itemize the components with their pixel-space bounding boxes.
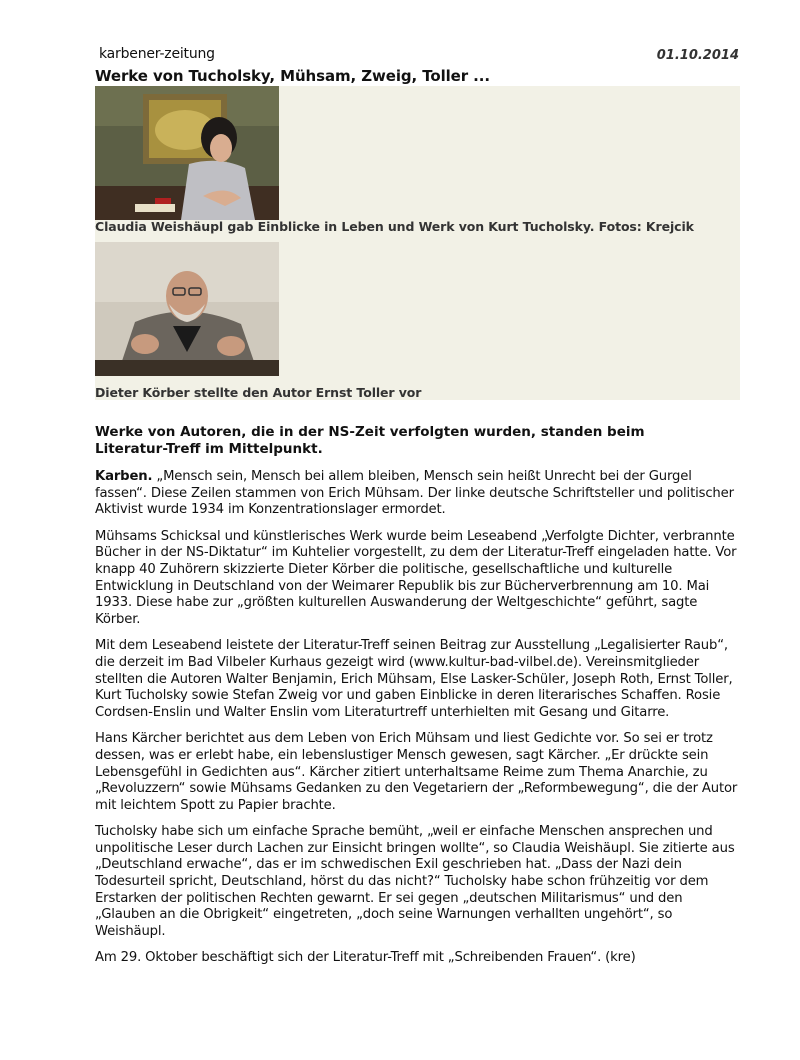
photo-weishaeupl [95, 86, 279, 220]
newspaper-name: karbener-zeitung [99, 46, 215, 62]
article-paragraph: Mühsams Schicksal und künstlerisches Werk wurde beim Leseabend „Verfolgte Dichter, verbrannte Bücher in der NS-Diktatur“ im Kuhtelier vorgestellt, zu dem der Literatur-Treff eingeladen hatte. Vor knapp 40 Zuhörern skizzierte Dieter Körber die politische, gesellschaftliche und kulturelle Entwicklung in Deutschland von der Weimarer Republik bis zur Bücherverbrennung am 10. Mai 1933. Diese habe zur „größten kulturellen Auswanderung der Weltgeschichte“ geführt, sagte Körber. [95, 528, 737, 627]
article-paragraph: Tucholsky habe sich um einfache Sprache bemüht, „weil er einfache Menschen ansprechen und unpolitische Leser durch Lachen zur Einsicht bringen wollte“, so Claudia Weishäupl. Sie zitierte aus „Deutschland erwache“, das er im schwedischen Exil geschrieben hat. „Dass der Nazi dein Todesurteil spricht, Deutschland, hörst du das nicht?“ Tucholsky habe schon frühzeitig vor dem Erstarken der politischen Rechten gewarnt. Er sei gegen „deutschen Militarismus“ und den „Glauben an die Obrigkeit“ eingetreten, „doch seine Warnungen verhallten ungehört“, so Weishäupl. [95, 824, 735, 939]
article-dateline: Karben. [95, 469, 153, 484]
article-page [95, 46, 743, 967]
photo-gallery [95, 86, 740, 400]
article-headline: Werke von Tucholsky, Mühsam, Zweig, Toller ... [95, 67, 490, 85]
article-paragraph: Mit dem Leseabend leistete der Literatur-Treff seinen Beitrag zur Ausstellung „Legalisierter Raub“, die derzeit im Bad Vilbeler Kurhaus gezeigt wird (www.kultur-bad-vilbel.de). Vereinsmitglieder stellten die Autoren Walter Benjamin, Erich Mühsam, Else Lasker-Schüler, Joseph Roth, Ernst Toller, Kurt Tucholsky sowie Stefan Zweig vor und gaben Einblicke in deren literarisches Schaffen. Rosie Cordsen-Enslin und Walter Enslin vom Literaturtreff unterhielten mit Gesang und Gitarre. [95, 638, 733, 720]
photo-block-weishaeupl [95, 86, 740, 242]
article-paragraph-text: „Mensch sein, Mensch bei allem bleiben, Mensch sein heißt Unrecht bei der Gurgel fassen“. Diese Zeilen stammen von Erich Mühsam. Der linke deutsche Schriftsteller und politischer Aktivist wurde 1934 im Konzentrationslager ermordet. [95, 469, 734, 518]
photo-koerber [95, 242, 279, 376]
article-paragraph: Am 29. Oktober beschäftigt sich der Literatur-Treff mit „Schreibenden Frauen“. (kre) [95, 950, 636, 966]
photo-caption-weishaeupl: Claudia Weishäupl gab Einblicke in Leben und Werk von Kurt Tucholsky. Fotos: Krejcik [95, 219, 694, 234]
photo-caption-koerber: Dieter Körber stellte den Autor Ernst Toller vor [95, 385, 422, 400]
article-lead: Werke von Autoren, die in der NS-Zeit verfolgten wurden, standen beim Literatur-Treff im Mittelpunkt. [95, 424, 645, 457]
article-paragraph: Hans Kärcher berichtet aus dem Leben von Erich Mühsam und liest Gedichte vor. So sei er trotz dessen, was er erlebt habe, ein lebenslustiger Mensch gewesen, sagt Kärcher. „Er drückte sein Lebensgefühl in Gedichten aus“. Kärcher zitiert unterhaltsame Reime zum Thema Anarchie, zu „Revoluzzern“ sowie Mühsams Gedanken zu den Vegetariern der „Reformbewegung“, die der Autor mit leichtem Spott zu Papier brachte. [95, 731, 738, 813]
masthead [95, 46, 743, 66]
photo-block-koerber [95, 242, 740, 400]
article-paragraph [95, 469, 743, 519]
publication-date: 01.10.2014 [656, 48, 739, 63]
